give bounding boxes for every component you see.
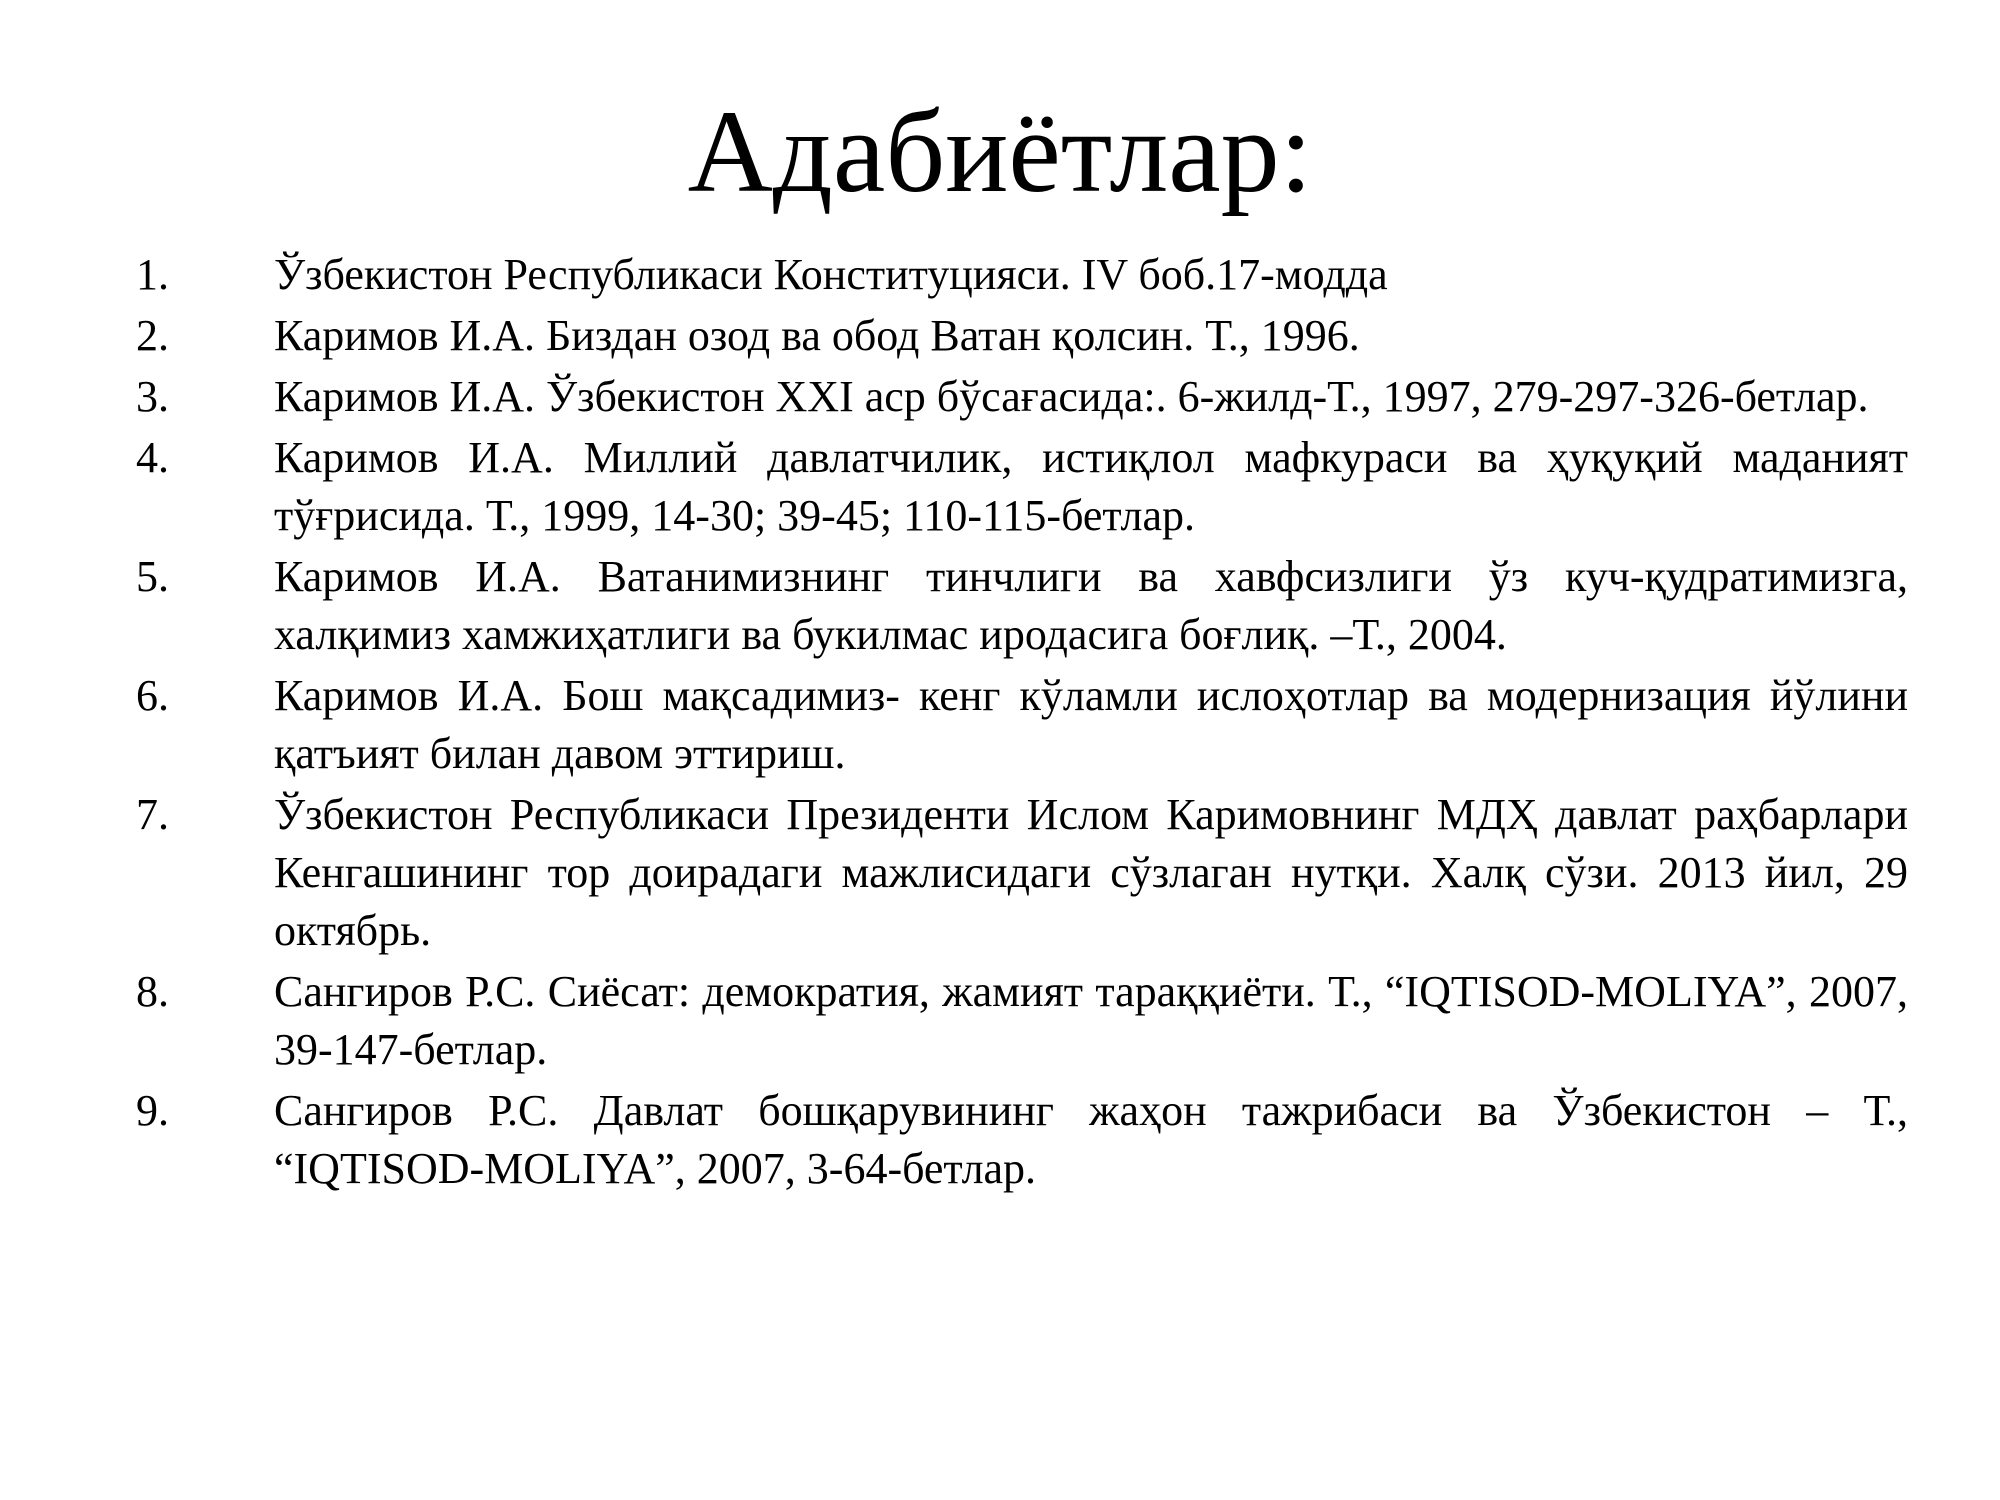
reference-number: 8.	[136, 967, 169, 1016]
reference-item	[136, 429, 1908, 545]
reference-item	[136, 963, 1908, 1079]
reference-text: Каримов И.А. Ўзбекистон XXI аср бўсағасида:. 6-жилд-Т., 1997, 279-297-326-бетлар.	[274, 372, 1869, 421]
reference-number: 3.	[136, 372, 169, 421]
reference-number: 6.	[136, 671, 169, 720]
slide-title: Адабиётлар:	[687, 86, 1313, 217]
reference-item	[136, 548, 1908, 664]
reference-text: Каримов И.А. Миллий давлатчилик, истиқлол мафкураси ва ҳуқуқий маданият тўғрисида. Т., 1999, 14-30; 39-45; 110-115-бетлар.	[274, 433, 1908, 540]
reference-number: 4.	[136, 433, 169, 482]
reference-text: Сангиров Р.С. Сиёсат: демократия, жамият тараққиёти. Т., “IQTISOD-MOLIYA”, 2007, 39-147-бетлар.	[274, 967, 1908, 1074]
reference-item	[136, 307, 1908, 365]
reference-item	[136, 786, 1908, 960]
reference-text: Ўзбекистон Республикаси Президенти Ислом Каримовнинг МДҲ давлат раҳбарлари Кенгашининг тор доирадаги мажлисидаги сўзлаган нутқи. Халқ сўзи. 2013 йил, 29 октябрь.	[274, 790, 1908, 955]
reference-item	[136, 368, 1908, 426]
reference-number: 2.	[136, 311, 169, 360]
reference-text: Каримов И.А. Биздан озод ва обод Ватан қолсин. Т., 1996.	[274, 311, 1360, 360]
reference-text: Сангиров Р.С. Давлат бошқарувининг жаҳон тажрибаси ва Ўзбекистон – Т., “IQTISOD-MOLIYA”, 2007, 3-64-бетлар.	[274, 1086, 1908, 1193]
reference-number: 5.	[136, 552, 169, 601]
reference-text: Ўзбекистон Республикаси Конституцияси. IV боб.17-модда	[274, 250, 1388, 299]
reference-number: 9.	[136, 1086, 169, 1135]
reference-number: 1.	[136, 250, 169, 299]
reference-item	[136, 1082, 1908, 1198]
references-list	[136, 246, 1908, 1201]
reference-text: Каримов И.А. Ватанимизнинг тинчлиги ва хавфсизлиги ўз куч-қудратимизга, халқимиз хамжиҳатлиги ва букилмас иродасига боғлиқ. –Т., 2004.	[274, 552, 1908, 659]
reference-number: 7.	[136, 790, 169, 839]
reference-item	[136, 246, 1908, 304]
reference-text: Каримов И.А. Бош мақсадимиз- кенг кўламли ислоҳотлар ва модернизация йўлини қатъият билан давом эттириш.	[274, 671, 1908, 778]
reference-item	[136, 667, 1908, 783]
